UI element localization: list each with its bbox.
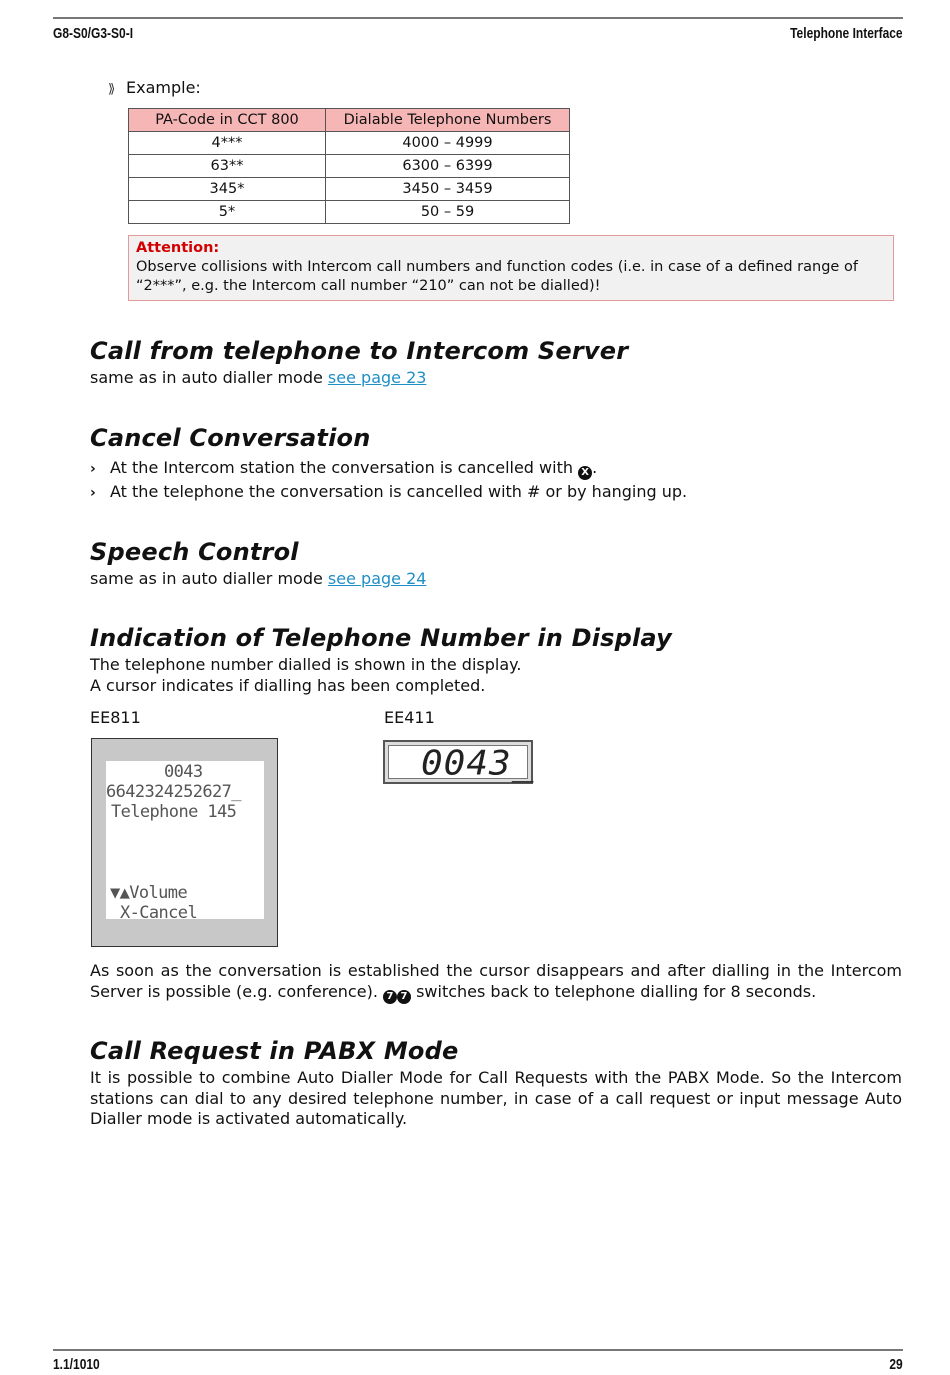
- after-dial-text: [90, 961, 902, 1004]
- display-line: ▼▲Volume: [110, 883, 188, 903]
- table-cell: 4000 – 4999: [326, 132, 570, 155]
- pa-code-table: [128, 108, 570, 224]
- chevron-right-icon: ›: [90, 485, 96, 501]
- table-header-row: [129, 109, 570, 132]
- ee811-label: EE811: [90, 708, 141, 727]
- ee411-display: [383, 740, 533, 784]
- after-dial-body: As soon as the conversation is established the cursor disappears and after dialling in the Intercom Server is possible (e.g. conference).: [90, 961, 902, 1001]
- table-header: Dialable Telephone Numbers: [326, 109, 570, 132]
- table-cell: 6300 – 6399: [326, 155, 570, 178]
- page-footer: [53, 1349, 903, 1375]
- ee411-digits: 0043_: [421, 744, 535, 783]
- list-item: [90, 482, 687, 501]
- bullet-text: At the Intercom station the conversation is cancelled with: [110, 458, 579, 477]
- speech-text: [90, 569, 426, 590]
- footer-version: 1.1/1010: [53, 1356, 100, 1373]
- header-chapter: Telephone Interface: [790, 25, 903, 42]
- speech-body: same as in auto dialler mode: [90, 569, 328, 588]
- table-cell: 4***: [129, 132, 326, 155]
- attention-title: Attention:: [136, 240, 220, 256]
- table-cell: 63**: [129, 155, 326, 178]
- chevron-right-icon: ›: [90, 461, 96, 477]
- header-model: G8-S0/G3-S0-I: [53, 25, 134, 42]
- display-line: Telephone 145: [111, 802, 237, 822]
- list-item: [90, 458, 597, 480]
- indication-line: The telephone number dialled is shown in the display.: [90, 655, 522, 674]
- section-title-call-from: Call from telephone to Intercom Server: [90, 337, 629, 365]
- display-line: 6642324252627_: [106, 782, 241, 802]
- section-title-pabx: Call Request in PABX Mode: [90, 1037, 459, 1065]
- page-header: [53, 17, 903, 45]
- table-row: [129, 178, 570, 201]
- section-title-cancel: Cancel Conversation: [90, 424, 371, 452]
- page-number: 29: [889, 1356, 903, 1373]
- table-cell: 50 – 59: [326, 201, 570, 224]
- see-page-24-link[interactable]: see page 24: [327, 569, 427, 588]
- see-page-23-link[interactable]: see page 23: [327, 368, 427, 387]
- double-chevron-icon: ⟫: [108, 82, 116, 97]
- display-line: X-Cancel: [120, 903, 198, 923]
- ee411-screen: [388, 744, 535, 783]
- section-title-speech: Speech Control: [90, 538, 299, 566]
- table-cell: 3450 – 3459: [326, 178, 570, 201]
- indication-line: A cursor indicates if dialling has been completed.: [90, 676, 486, 695]
- table-row: [129, 201, 570, 224]
- display-line: 0043: [164, 762, 203, 782]
- table-cell: 5*: [129, 201, 326, 224]
- ee411-label: EE411: [384, 708, 435, 727]
- ee811-screen: [106, 761, 264, 923]
- table-row: [129, 155, 570, 178]
- table-row: [129, 132, 570, 155]
- example-label: Example:: [126, 78, 201, 97]
- pabx-text: It is possible to combine Auto Dialler Mode for Call Requests with the PABX Mode. So the Intercom stations can dial to any desired telephone number, in case of a call request or input message Auto Dialler mode is activated automatically.: [90, 1068, 902, 1128]
- key-7-icon: 7: [383, 990, 397, 1004]
- attention-line: Observe collisions with Intercom call numbers and function codes (i.e. in case of a defined range of: [136, 259, 858, 275]
- bullet-text: At the telephone the conversation is cancelled with # or by hanging up.: [110, 482, 688, 501]
- attention-line: “2***”, e.g. the Intercom call number “210” can not be dialled)!: [136, 278, 601, 294]
- bullet-text: .: [592, 458, 598, 477]
- attention-box: [128, 235, 894, 301]
- key-7-icon: 7: [397, 990, 411, 1004]
- call-from-body: same as in auto dialler mode: [90, 368, 328, 387]
- table-cell: 345*: [129, 178, 326, 201]
- table-header: PA-Code in CCT 800: [129, 109, 326, 132]
- section-title-indication: Indication of Telephone Number in Display: [90, 624, 672, 652]
- ee811-display: [91, 738, 278, 947]
- after-dial-body: switches back to telephone dialling for 8 seconds.: [410, 981, 817, 1001]
- cancel-key-icon: X: [578, 466, 592, 480]
- call-from-text: [90, 368, 426, 389]
- example-item: [108, 78, 201, 97]
